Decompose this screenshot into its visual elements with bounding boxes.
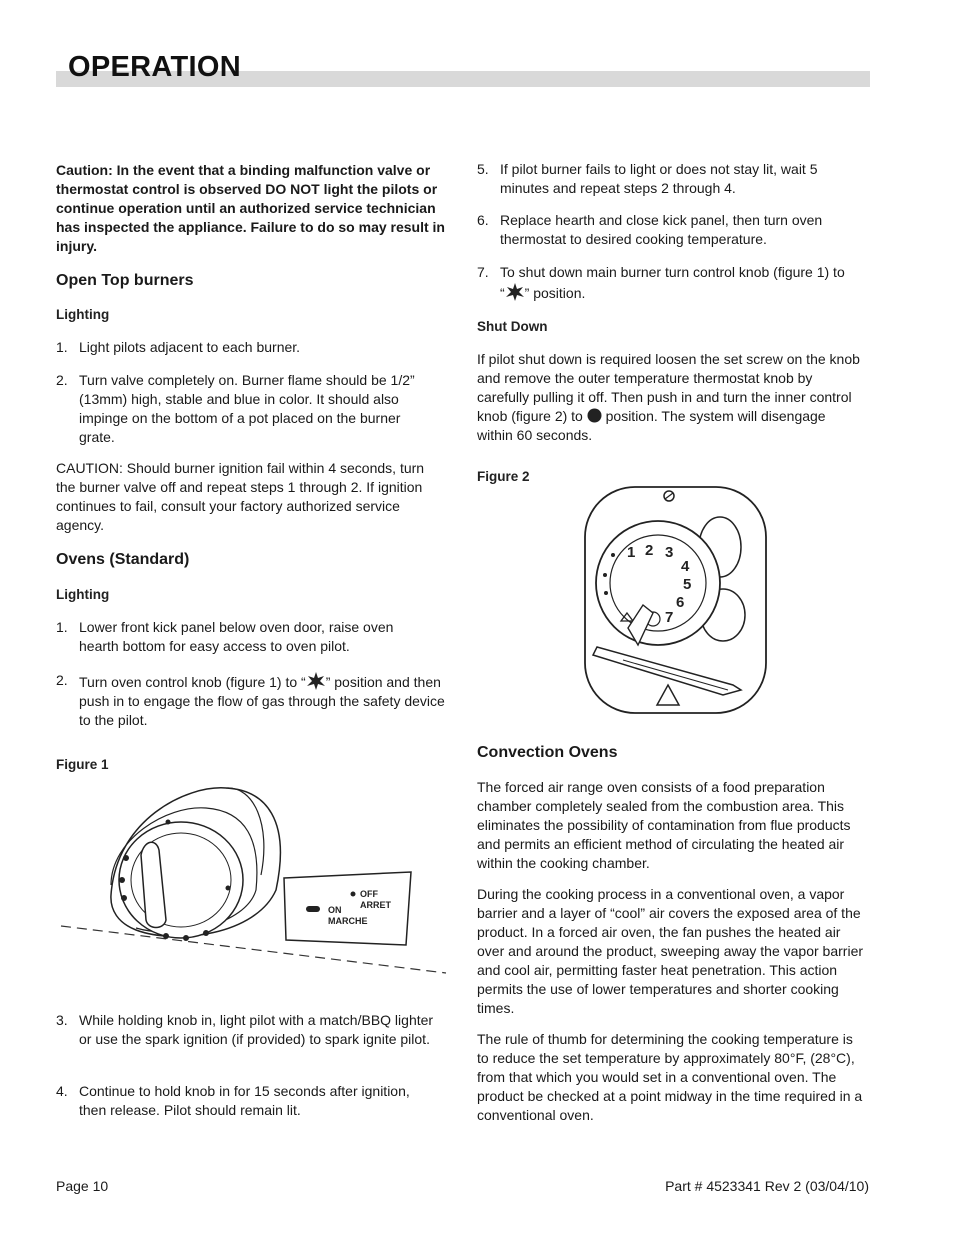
page-title: OPERATION	[68, 51, 241, 83]
list-text-part: ” position.	[524, 285, 586, 301]
list-text: Replace hearth and close kick panel, then turn oven thermostat to desired cooking temperature.	[500, 212, 823, 247]
list-number: 1.	[56, 339, 68, 355]
fig1-marche-label: MARCHE	[328, 916, 368, 926]
open-top-lighting-sub: Lighting	[56, 307, 110, 322]
open-top-heading: Open Top burners	[56, 272, 194, 289]
fig1-on-label: ON	[328, 905, 342, 915]
shutdown-text-part: position. The system will disengage within 60 seconds.	[477, 408, 826, 443]
figure-2-dial-illustration	[583, 485, 768, 715]
list-number: 5.	[477, 161, 489, 177]
list-text	[500, 263, 870, 303]
caution-block: Caution: In the event that a binding malfunction valve or thermostat control is observed DO NOT light the pilots or continue operation until an authorized service technician has inspected the appliance. Failure to do so may result in injury.	[56, 162, 445, 254]
dial-digit: 7	[665, 609, 674, 626]
list-number: 3.	[56, 1012, 68, 1028]
dial-digit: 6	[676, 594, 685, 611]
list-text-part: Turn oven control knob (figure 1) to “	[79, 674, 306, 690]
list-text: Continue to hold knob in for 15 seconds after ignition, then release. Pilot should remain lit.	[79, 1083, 410, 1118]
dial-digit: 1	[627, 544, 636, 561]
dial-digit: 2	[645, 542, 654, 559]
knob-dial	[119, 822, 243, 938]
figure-1-knob-illustration	[56, 780, 448, 980]
footer-page-number: Page 10	[56, 1178, 109, 1194]
on-pointer-icon	[306, 906, 320, 912]
figure-1-label: Figure 1	[56, 757, 109, 772]
open-top-caution: CAUTION: Should burner ignition fail within 4 seconds, turn the burner valve off and repeat steps 1 through 2. If ignition continues to fail, consult your factory authorized service agency.	[56, 460, 425, 533]
label-plate	[284, 872, 411, 945]
shutdown-text	[477, 350, 862, 445]
list-number: 6.	[477, 212, 489, 228]
footer-part-number: Part # 4523341 Rev 2 (03/04/10)	[665, 1178, 869, 1194]
convection-paragraph-2: During the cooking process in a conventional oven, a vapor barrier and a layer of “cool” air covers the exposed area of the product. In a forced air oven, the fan pushes the heated air over and around the product, sweeping away the vapor barrier and cool air, permitting faster heat penetration. This action permits the use of lower temperatures and shorter cooking times.	[477, 886, 864, 1016]
convection-heading: Convection Ovens	[477, 744, 618, 761]
convection-paragraph-1: The forced air range oven consists of a food preparation chamber completely sealed from the combustion area. This eliminates the possibility of contamination from flue products and permits an efficient method of circulating the heated air within the cooking chamber.	[477, 779, 851, 871]
list-text: While holding knob in, light pilot with a match/BBQ lighter or use the spark ignition (if provided) to spark ignite pilot.	[79, 1012, 434, 1047]
figure-2-label: Figure 2	[477, 469, 530, 484]
dial-digit: 3	[665, 544, 674, 561]
dial-digit: 5	[683, 576, 692, 593]
list-text: Lower front kick panel below oven door, raise oven hearth bottom for easy access to oven pilot.	[79, 619, 394, 654]
list-number: 1.	[56, 619, 68, 635]
list-number: 4.	[56, 1083, 68, 1099]
convection-paragraph-3: The rule of thumb for determining the cooking temperature is to reduce the set temperature by approximately 80°F, (28°C), from that which you would set in a conventional oven. The product be checked at a point midway in the time required in a conventional oven.	[477, 1031, 863, 1123]
list-text: If pilot burner fails to light or does not stay lit, wait 5 minutes and repeat steps 2 through 4.	[500, 161, 818, 196]
list-text-part: To shut down main burner turn control knob (figure 1) to	[500, 264, 845, 280]
list-number: 7.	[477, 264, 489, 280]
ovens-heading: Ovens (Standard)	[56, 551, 190, 568]
fig1-arret-label: ARRET	[360, 900, 391, 910]
list-text-part: “	[500, 285, 505, 301]
flame-star-icon	[306, 671, 326, 691]
ovens-lighting-sub: Lighting	[56, 587, 110, 602]
list-text	[79, 671, 449, 730]
shutdown-sub: Shut Down	[477, 319, 548, 334]
list-text-part: ” position and then push in to engage the flow of gas through the safety device to the pilot.	[79, 674, 445, 728]
shutdown-text-part: If pilot shut down is required loosen the set screw on the knob and remove the outer temperature thermostat knob by carefully pulling it off. Then push in and turn the inner control knob (figure 2) to	[477, 351, 860, 424]
dial-digit: 4	[681, 558, 690, 575]
off-dot-icon	[587, 408, 602, 423]
fig1-off-label: OFF	[360, 889, 378, 899]
flame-star-icon	[505, 282, 525, 302]
list-text: Turn valve completely on. Burner flame should be 1/2” (13mm) high, stable and blue in color. It should also impinge on the bottom of a pot placed on the burner grate.	[79, 372, 415, 445]
list-number: 2.	[56, 372, 68, 388]
list-number: 2.	[56, 672, 68, 688]
list-text: Light pilots adjacent to each burner.	[79, 339, 301, 355]
